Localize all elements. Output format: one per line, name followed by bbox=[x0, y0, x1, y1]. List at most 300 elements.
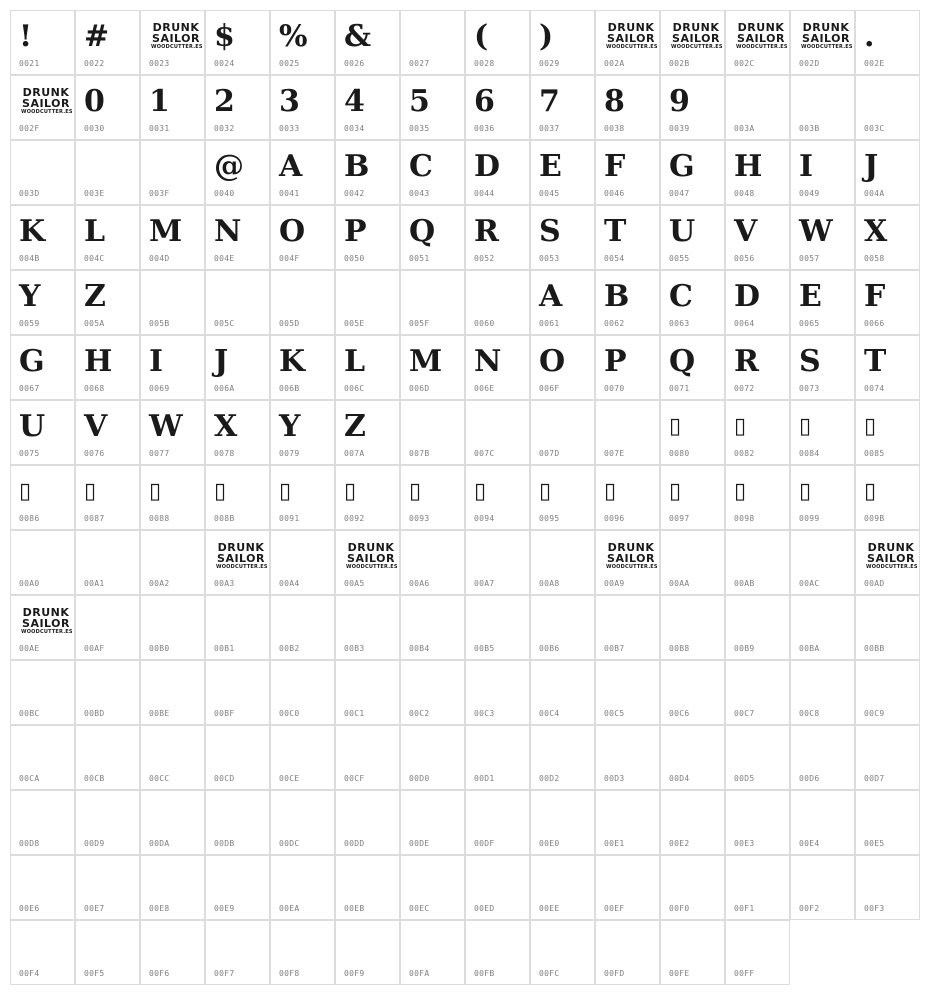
glyph-cell bbox=[335, 725, 400, 790]
glyph-cell bbox=[855, 465, 920, 530]
glyph-cell bbox=[725, 530, 790, 595]
glyph-code: 007D bbox=[539, 449, 560, 458]
glyph-code: 00F7 bbox=[214, 969, 235, 978]
glyph-cell bbox=[660, 595, 725, 660]
glyph-code: 0039 bbox=[669, 124, 690, 133]
glyph-cell bbox=[335, 465, 400, 530]
glyph-cell bbox=[400, 140, 465, 205]
glyph-code: 002F bbox=[19, 124, 40, 133]
glyph-code: 00C4 bbox=[539, 709, 560, 718]
glyph-cell bbox=[465, 75, 530, 140]
glyph-cell bbox=[205, 465, 270, 530]
glyph-code: 0033 bbox=[279, 124, 300, 133]
glyph-char: I bbox=[799, 149, 814, 184]
glyph-code: 0051 bbox=[409, 254, 430, 263]
glyph-cell bbox=[530, 140, 595, 205]
glyph-cell bbox=[855, 270, 920, 335]
missing-glyph-icon: ▯ bbox=[539, 479, 552, 504]
glyph-cell bbox=[205, 855, 270, 920]
glyph-code: 002B bbox=[669, 59, 690, 68]
glyph-code: 006C bbox=[344, 384, 365, 393]
glyph-code: 00B8 bbox=[669, 644, 690, 653]
glyph-cell bbox=[660, 205, 725, 270]
glyph-code: 00FC bbox=[539, 969, 560, 978]
glyph-cell bbox=[270, 530, 335, 595]
glyph-code: 00D5 bbox=[734, 774, 755, 783]
glyph-code: 003A bbox=[734, 124, 755, 133]
glyph-cell bbox=[595, 140, 660, 205]
drunk-sailor-logo bbox=[671, 22, 721, 50]
glyph-code: 00BF bbox=[214, 709, 235, 718]
glyph-code: 0024 bbox=[214, 59, 235, 68]
glyph-cell bbox=[465, 10, 530, 75]
glyph-char: F bbox=[604, 149, 626, 184]
glyph-cell bbox=[400, 205, 465, 270]
glyph-cell bbox=[270, 465, 335, 530]
glyph-cell bbox=[530, 465, 595, 530]
glyph-cell bbox=[335, 400, 400, 465]
glyph-code: 00F2 bbox=[799, 904, 820, 913]
glyph-char: R bbox=[474, 214, 499, 249]
glyph-char: C bbox=[409, 149, 433, 184]
logo-line: SAILOR bbox=[217, 552, 265, 565]
glyph-char: Q bbox=[409, 214, 436, 249]
glyph-cell bbox=[335, 270, 400, 335]
glyph-char: & bbox=[344, 19, 372, 54]
glyph-code: 0079 bbox=[279, 449, 300, 458]
glyph-code: 00EA bbox=[279, 904, 300, 913]
glyph-cell bbox=[140, 530, 205, 595]
missing-glyph-icon: ▯ bbox=[84, 479, 97, 504]
glyph-code: 0095 bbox=[539, 514, 560, 523]
glyph-char: # bbox=[84, 19, 110, 54]
glyph-cell bbox=[10, 855, 75, 920]
glyph-cell bbox=[75, 855, 140, 920]
glyph-cell bbox=[660, 270, 725, 335]
glyph-code: 006B bbox=[279, 384, 300, 393]
glyph-code: 00B1 bbox=[214, 644, 235, 653]
glyph-code: 004B bbox=[19, 254, 40, 263]
glyph-cell bbox=[400, 920, 465, 985]
glyph-cell bbox=[465, 140, 530, 205]
glyph-code: 00E7 bbox=[84, 904, 105, 913]
glyph-code: 0036 bbox=[474, 124, 495, 133]
glyph-code: 0073 bbox=[799, 384, 820, 393]
glyph-code: 0067 bbox=[19, 384, 40, 393]
logo-line: DRUNK bbox=[22, 606, 70, 619]
glyph-cell bbox=[725, 465, 790, 530]
drunk-sailor-logo bbox=[801, 22, 851, 50]
logo-line: SAILOR bbox=[672, 32, 720, 45]
glyph-code: 0042 bbox=[344, 189, 365, 198]
glyph-code: 0055 bbox=[669, 254, 690, 263]
glyph-cell bbox=[595, 920, 660, 985]
glyph-cell bbox=[790, 790, 855, 855]
glyph-cell bbox=[790, 270, 855, 335]
glyph-cell bbox=[595, 725, 660, 790]
glyph-cell bbox=[75, 140, 140, 205]
glyph-cell bbox=[335, 595, 400, 660]
glyph-code: 0025 bbox=[279, 59, 300, 68]
glyph-code: 004A bbox=[864, 189, 885, 198]
glyph-cell bbox=[335, 920, 400, 985]
glyph-code: 0097 bbox=[669, 514, 690, 523]
glyph-char: S bbox=[539, 214, 561, 249]
glyph-code: 00EC bbox=[409, 904, 430, 913]
glyph-cell bbox=[660, 335, 725, 400]
glyph-code: 00C1 bbox=[344, 709, 365, 718]
glyph-cell bbox=[660, 75, 725, 140]
glyph-code: 00CF bbox=[344, 774, 365, 783]
glyph-char: 2 bbox=[214, 84, 235, 119]
glyph-code: 003F bbox=[149, 189, 170, 198]
glyph-cell bbox=[205, 335, 270, 400]
glyph-char: D bbox=[734, 279, 761, 314]
glyph-cell bbox=[790, 400, 855, 465]
glyph-cell bbox=[725, 855, 790, 920]
glyph-cell bbox=[75, 400, 140, 465]
glyph-char: 4 bbox=[344, 84, 365, 119]
glyph-char: B bbox=[604, 279, 630, 314]
missing-glyph-icon: ▯ bbox=[604, 479, 617, 504]
glyph-cell bbox=[205, 790, 270, 855]
glyph-code: 0061 bbox=[539, 319, 560, 328]
glyph-char: K bbox=[19, 214, 46, 249]
glyph-code: 0085 bbox=[864, 449, 885, 458]
glyph-code: 0094 bbox=[474, 514, 495, 523]
glyph-code: 00CD bbox=[214, 774, 235, 783]
logo-line: DRUNK bbox=[802, 21, 850, 34]
glyph-char: D bbox=[474, 149, 501, 184]
glyph-cell bbox=[595, 660, 660, 725]
logo-line: WOODCUTTER.ES bbox=[866, 564, 918, 570]
logo-line: SAILOR bbox=[22, 617, 70, 630]
glyph-code: 007A bbox=[344, 449, 365, 458]
glyph-code: 007B bbox=[409, 449, 430, 458]
glyph-cell bbox=[855, 725, 920, 790]
glyph-cell bbox=[140, 595, 205, 660]
drunk-sailor-logo bbox=[606, 22, 656, 50]
glyph-cell bbox=[725, 75, 790, 140]
glyph-code: 0072 bbox=[734, 384, 755, 393]
glyph-char: N bbox=[474, 344, 502, 379]
glyph-cell bbox=[335, 140, 400, 205]
glyph-code: 00CA bbox=[19, 774, 40, 783]
glyph-code: 00A1 bbox=[84, 579, 105, 588]
glyph-cell bbox=[855, 530, 920, 595]
glyph-cell bbox=[205, 205, 270, 270]
glyph-char: J bbox=[864, 149, 879, 184]
glyph-code: 00ED bbox=[474, 904, 495, 913]
glyph-cell bbox=[75, 660, 140, 725]
glyph-cell bbox=[465, 270, 530, 335]
glyph-code: 00C6 bbox=[669, 709, 690, 718]
glyph-code: 00D2 bbox=[539, 774, 560, 783]
glyph-code: 00A3 bbox=[214, 579, 235, 588]
glyph-code: 0066 bbox=[864, 319, 885, 328]
glyph-char: ( bbox=[474, 19, 489, 54]
glyph-code: 00C2 bbox=[409, 709, 430, 718]
glyph-cell bbox=[10, 140, 75, 205]
glyph-code: 0077 bbox=[149, 449, 170, 458]
glyph-cell bbox=[400, 335, 465, 400]
glyph-char: 0 bbox=[84, 84, 105, 119]
glyph-code: 00CC bbox=[149, 774, 170, 783]
logo-line: WOODCUTTER.ES bbox=[606, 44, 658, 50]
glyph-cell bbox=[205, 595, 270, 660]
logo-line: SAILOR bbox=[607, 552, 655, 565]
glyph-char: W bbox=[799, 214, 833, 249]
glyph-code: 0058 bbox=[864, 254, 885, 263]
glyph-char: L bbox=[84, 214, 106, 249]
glyph-code: 0043 bbox=[409, 189, 430, 198]
glyph-char: Z bbox=[344, 409, 366, 444]
glyph-cell bbox=[400, 530, 465, 595]
glyph-code: 00A7 bbox=[474, 579, 495, 588]
glyph-code: 003D bbox=[19, 189, 40, 198]
missing-glyph-icon: ▯ bbox=[279, 479, 292, 504]
missing-glyph-icon: ▯ bbox=[669, 479, 682, 504]
glyph-code: 006F bbox=[539, 384, 560, 393]
glyph-code: 00A6 bbox=[409, 579, 430, 588]
glyph-cell bbox=[10, 725, 75, 790]
glyph-cell bbox=[75, 465, 140, 530]
glyph-cell bbox=[335, 855, 400, 920]
missing-glyph-icon: ▯ bbox=[474, 479, 487, 504]
glyph-cell bbox=[205, 270, 270, 335]
glyph-code: 0076 bbox=[84, 449, 105, 458]
glyph-cell bbox=[400, 595, 465, 660]
glyph-code: 00C0 bbox=[279, 709, 300, 718]
glyph-cell bbox=[400, 790, 465, 855]
drunk-sailor-logo bbox=[21, 87, 71, 115]
glyph-cell bbox=[855, 10, 920, 75]
glyph-code: 00BD bbox=[84, 709, 105, 718]
glyph-code: 00E3 bbox=[734, 839, 755, 848]
glyph-code: 00EB bbox=[344, 904, 365, 913]
glyph-cell bbox=[530, 10, 595, 75]
glyph-cell bbox=[790, 660, 855, 725]
glyph-code: 0035 bbox=[409, 124, 430, 133]
glyph-cell bbox=[75, 205, 140, 270]
glyph-code: 0031 bbox=[149, 124, 170, 133]
glyph-code: 00C3 bbox=[474, 709, 495, 718]
glyph-cell bbox=[10, 465, 75, 530]
glyph-code: 0044 bbox=[474, 189, 495, 198]
glyph-cell bbox=[140, 335, 205, 400]
glyph-cell bbox=[660, 790, 725, 855]
glyph-cell bbox=[660, 140, 725, 205]
glyph-cell bbox=[855, 855, 920, 920]
glyph-cell bbox=[465, 920, 530, 985]
glyph-code: 0030 bbox=[84, 124, 105, 133]
glyph-code: 00D3 bbox=[604, 774, 625, 783]
glyph-cell bbox=[205, 920, 270, 985]
glyph-cell bbox=[855, 660, 920, 725]
logo-line: WOODCUTTER.ES bbox=[21, 109, 73, 115]
glyph-char: 5 bbox=[409, 84, 430, 119]
glyph-code: 00D7 bbox=[864, 774, 885, 783]
glyph-code: 00D4 bbox=[669, 774, 690, 783]
glyph-char: @ bbox=[214, 149, 244, 184]
glyph-cell bbox=[595, 205, 660, 270]
glyph-code: 0038 bbox=[604, 124, 625, 133]
glyph-cell bbox=[530, 400, 595, 465]
glyph-code: 00E2 bbox=[669, 839, 690, 848]
glyph-cell bbox=[855, 75, 920, 140]
glyph-code: 00F3 bbox=[864, 904, 885, 913]
glyph-cell bbox=[465, 790, 530, 855]
glyph-cell bbox=[270, 855, 335, 920]
glyph-code: 0087 bbox=[84, 514, 105, 523]
glyph-code: 00B5 bbox=[474, 644, 495, 653]
logo-line: WOODCUTTER.ES bbox=[216, 564, 268, 570]
glyph-cell bbox=[725, 920, 790, 985]
glyph-cell bbox=[75, 270, 140, 335]
glyph-cell bbox=[595, 400, 660, 465]
glyph-code: 006E bbox=[474, 384, 495, 393]
glyph-cell bbox=[140, 400, 205, 465]
logo-line: WOODCUTTER.ES bbox=[21, 629, 73, 635]
glyph-code: 00B3 bbox=[344, 644, 365, 653]
logo-line: WOODCUTTER.ES bbox=[671, 44, 723, 50]
glyph-cell bbox=[660, 530, 725, 595]
glyph-code: 00DB bbox=[214, 839, 235, 848]
glyph-cell bbox=[335, 660, 400, 725]
missing-glyph-icon: ▯ bbox=[864, 414, 877, 439]
glyph-cell bbox=[790, 205, 855, 270]
glyph-cell bbox=[270, 920, 335, 985]
glyph-cell bbox=[530, 855, 595, 920]
glyph-code: 00FB bbox=[474, 969, 495, 978]
glyph-cell bbox=[595, 595, 660, 660]
glyph-cell bbox=[10, 205, 75, 270]
glyph-char: O bbox=[279, 214, 306, 249]
glyph-char: E bbox=[799, 279, 822, 314]
glyph-cell bbox=[205, 140, 270, 205]
logo-line: WOODCUTTER.ES bbox=[151, 44, 203, 50]
glyph-cell bbox=[270, 205, 335, 270]
missing-glyph-icon: ▯ bbox=[214, 479, 227, 504]
logo-line: DRUNK bbox=[607, 21, 655, 34]
glyph-cell bbox=[725, 790, 790, 855]
glyph-cell bbox=[660, 725, 725, 790]
glyph-code: 0050 bbox=[344, 254, 365, 263]
glyph-char: V bbox=[734, 214, 758, 249]
glyph-cell bbox=[140, 75, 205, 140]
glyph-cell bbox=[530, 530, 595, 595]
glyph-code: 0032 bbox=[214, 124, 235, 133]
glyph-code: 00D1 bbox=[474, 774, 495, 783]
glyph-code: 00BE bbox=[149, 709, 170, 718]
glyph-code: 0023 bbox=[149, 59, 170, 68]
glyph-cell bbox=[790, 335, 855, 400]
glyph-cell bbox=[205, 400, 270, 465]
glyph-cell bbox=[530, 75, 595, 140]
glyph-code: 00AD bbox=[864, 579, 885, 588]
glyph-cell bbox=[400, 270, 465, 335]
glyph-code: 00D8 bbox=[19, 839, 40, 848]
glyph-code: 00BA bbox=[799, 644, 820, 653]
drunk-sailor-logo bbox=[21, 607, 71, 635]
glyph-code: 00A0 bbox=[19, 579, 40, 588]
glyph-cell bbox=[595, 530, 660, 595]
glyph-char: A bbox=[279, 149, 303, 184]
glyph-cell bbox=[465, 465, 530, 530]
glyph-code: 00EE bbox=[539, 904, 560, 913]
glyph-char: I bbox=[149, 344, 164, 379]
glyph-code: 0048 bbox=[734, 189, 755, 198]
glyph-code: 004F bbox=[279, 254, 300, 263]
glyph-cell bbox=[75, 595, 140, 660]
glyph-char: X bbox=[214, 409, 238, 444]
glyph-char: 9 bbox=[669, 84, 690, 119]
glyph-cell bbox=[400, 855, 465, 920]
glyph-char: N bbox=[214, 214, 242, 249]
glyph-cell bbox=[465, 335, 530, 400]
glyph-code: 0096 bbox=[604, 514, 625, 523]
glyph-code: 009B bbox=[864, 514, 885, 523]
glyph-cell bbox=[530, 595, 595, 660]
glyph-code: 00BB bbox=[864, 644, 885, 653]
glyph-code: 00B0 bbox=[149, 644, 170, 653]
glyph-char: 3 bbox=[279, 84, 300, 119]
glyph-code: 0040 bbox=[214, 189, 235, 198]
glyph-code: 0054 bbox=[604, 254, 625, 263]
glyph-code: 0074 bbox=[864, 384, 885, 393]
glyph-cell bbox=[855, 205, 920, 270]
glyph-code: 0098 bbox=[734, 514, 755, 523]
missing-glyph-icon: ▯ bbox=[864, 479, 877, 504]
glyph-code: 00B6 bbox=[539, 644, 560, 653]
glyph-cell bbox=[725, 205, 790, 270]
glyph-code: 0056 bbox=[734, 254, 755, 263]
glyph-cell bbox=[855, 140, 920, 205]
logo-line: DRUNK bbox=[347, 541, 395, 554]
glyph-cell bbox=[270, 75, 335, 140]
glyph-cell bbox=[75, 920, 140, 985]
glyph-code: 0052 bbox=[474, 254, 495, 263]
glyph-code: 005C bbox=[214, 319, 235, 328]
glyph-cell bbox=[725, 140, 790, 205]
glyph-code: 003C bbox=[864, 124, 885, 133]
glyph-cell bbox=[400, 465, 465, 530]
missing-glyph-icon: ▯ bbox=[734, 479, 747, 504]
glyph-char: H bbox=[734, 149, 763, 184]
missing-glyph-icon: ▯ bbox=[409, 479, 422, 504]
glyph-code: 005D bbox=[279, 319, 300, 328]
glyph-char: L bbox=[344, 344, 366, 379]
glyph-cell bbox=[75, 530, 140, 595]
drunk-sailor-logo bbox=[216, 542, 266, 570]
logo-line: DRUNK bbox=[217, 541, 265, 554]
glyph-cell bbox=[335, 530, 400, 595]
glyph-cell bbox=[660, 660, 725, 725]
glyph-cell bbox=[205, 10, 270, 75]
glyph-char: K bbox=[279, 344, 306, 379]
glyph-char: C bbox=[669, 279, 693, 314]
glyph-cell bbox=[530, 725, 595, 790]
missing-glyph-icon: ▯ bbox=[669, 414, 682, 439]
glyph-cell bbox=[10, 335, 75, 400]
glyph-cell bbox=[75, 335, 140, 400]
glyph-code: 00C5 bbox=[604, 709, 625, 718]
glyph-code: 00A9 bbox=[604, 579, 625, 588]
glyph-char: W bbox=[149, 409, 183, 444]
glyph-cell bbox=[10, 595, 75, 660]
glyph-code: 00D6 bbox=[799, 774, 820, 783]
logo-line: DRUNK bbox=[22, 86, 70, 99]
